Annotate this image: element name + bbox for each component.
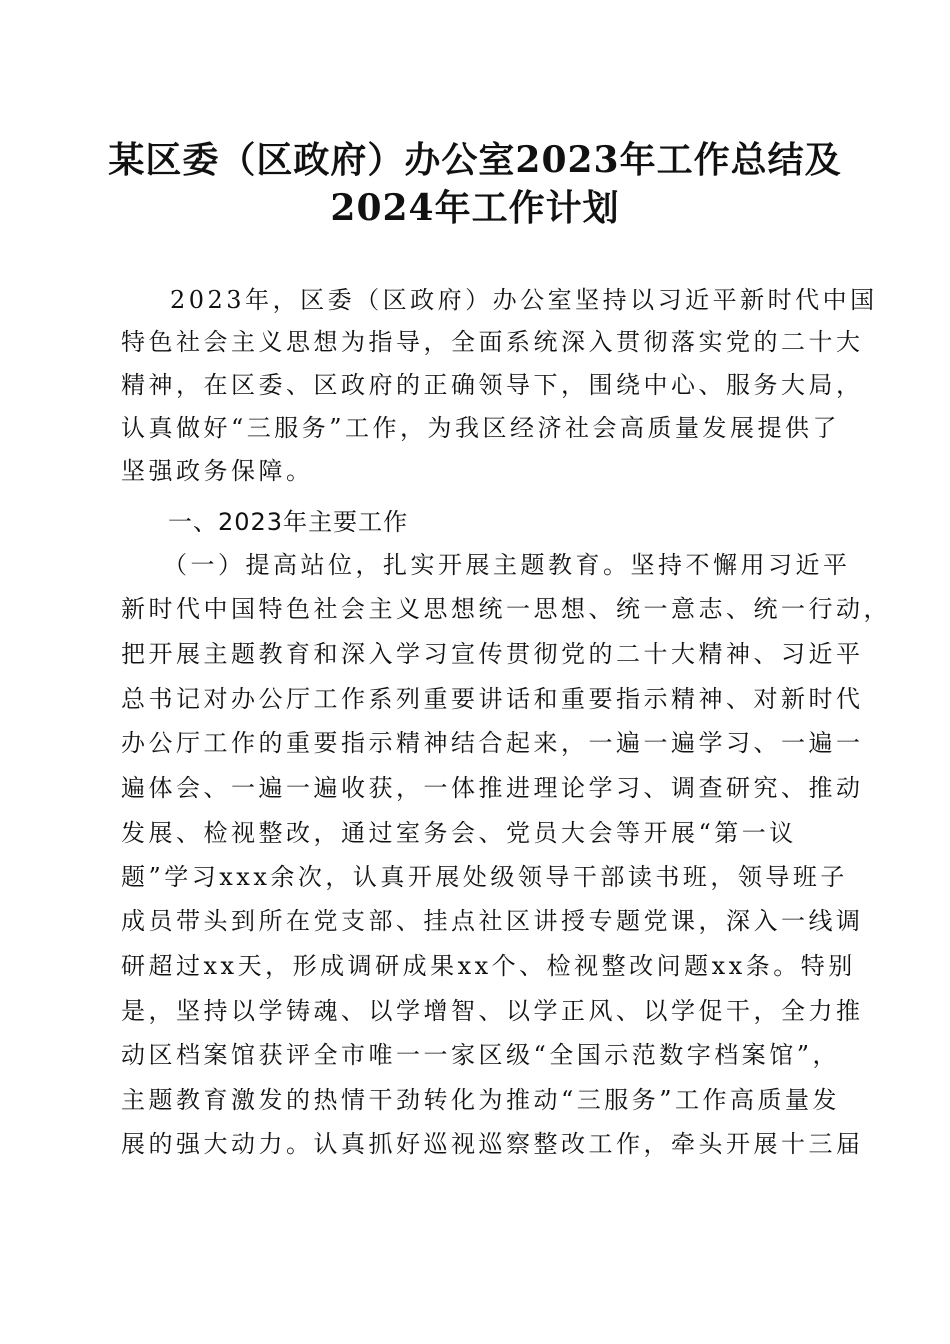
document-title-line-1: 某区委（区政府）办公室2023年工作总结及 — [108, 139, 842, 181]
paragraph-line-2: 新时代中国特色社会主义思想统一思想、统一意志、统一行动， — [121, 595, 891, 623]
document-title-line-2: 2024年工作计划 — [330, 187, 620, 229]
paragraph-line-1: （一）提高站位，扎实开展主题教育。坚持不懈用习近平 — [163, 551, 851, 579]
intro-line-1: 2023年，区委（区政府）办公室坚持以习近平新时代中国 — [170, 286, 878, 314]
intro-line-5: 坚强政务保障。 — [121, 457, 314, 485]
paragraph-line-4: 总书记对办公厅工作系列重要讲话和重要指示精神、对新时代 — [121, 685, 864, 713]
paragraph-line-7: 发展、检视整改，通过室务会、党员大会等开展“第一议 — [121, 819, 797, 847]
section-1-heading: 一、2023年主要工作 — [168, 508, 409, 536]
paragraph-line-11: 是，坚持以学铸魂、以学增智、以学正风、以学促干，全力推 — [121, 997, 864, 1025]
paragraph-line-5: 办公厅工作的重要指示精神结合起来，一遍一遍学习、一遍一 — [121, 729, 864, 757]
paragraph-line-12: 动区档案馆获评全市唯一一家区级“全国示范数字档案馆”， — [121, 1041, 841, 1069]
intro-line-2: 特色社会主义思想为指导，全面系统深入贯彻落实党的二十大 — [121, 328, 864, 356]
paragraph-line-8: 题”学习xxx余次，认真开展处级领导干部读书班，领导班子 — [121, 863, 848, 891]
paragraph-line-14: 展的强大动力。认真抓好巡视巡察整改工作，牵头开展十三届 — [121, 1130, 864, 1158]
paragraph-line-13: 主题教育激发的热情干劲转化为推动“三服务”工作高质量发 — [121, 1086, 841, 1114]
paragraph-line-9: 成员带头到所在党支部、挂点社区讲授专题党课，深入一线调 — [121, 907, 864, 935]
paragraph-line-6: 遍体会、一遍一遍收获，一体推进理论学习、调查研究、推动 — [121, 774, 864, 802]
paragraph-line-10: 研超过xx天，形成调研成果xx个、检视整改问题xx条。特别 — [121, 952, 856, 980]
intro-line-4: 认真做好“三服务”工作，为我区经济社会高质量发展提供了 — [121, 414, 841, 442]
intro-line-3: 精神，在区委、区政府的正确领导下，围绕中心、服务大局， — [121, 371, 864, 399]
paragraph-line-3: 把开展主题教育和深入学习宣传贯彻党的二十大精神、习近平 — [121, 640, 864, 668]
